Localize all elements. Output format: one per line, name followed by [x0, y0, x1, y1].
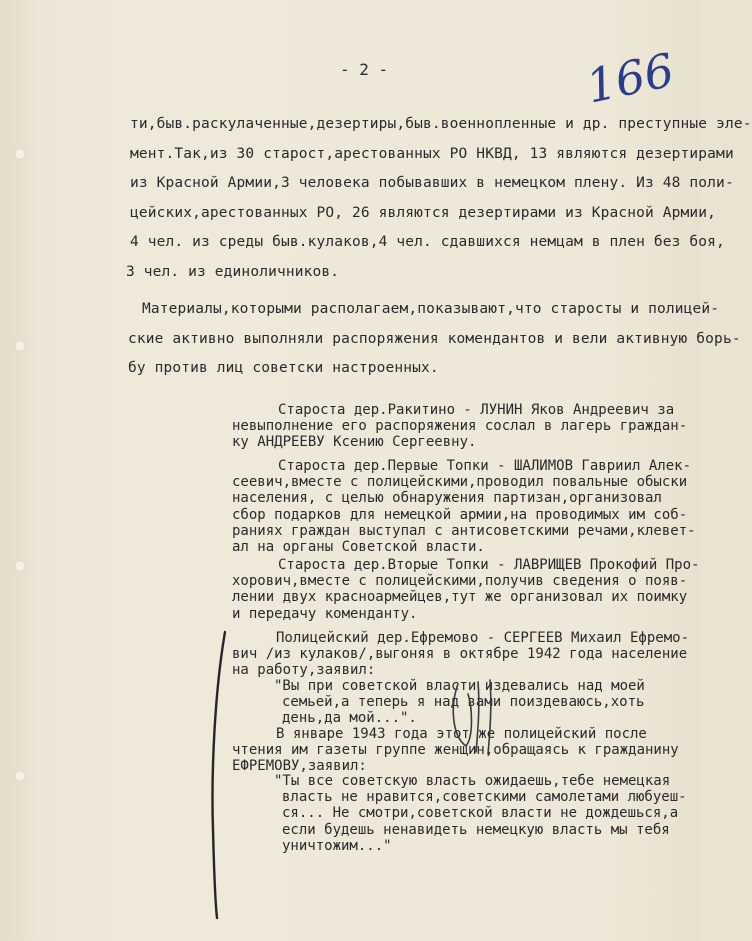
text-line: Староста дер.Ракитино - ЛУНИН Яков Андреевич за — [278, 402, 675, 418]
case-lavrishchev — [232, 557, 699, 622]
text-line: ЕФРЕМОВУ,заявил: — [232, 758, 367, 775]
punch-hole — [14, 770, 26, 782]
punch-hole — [14, 148, 26, 160]
case-sergeev-1942 — [232, 630, 689, 679]
text-line: сбор подарков для немецкой армии,на проводимых им соб- — [232, 506, 688, 523]
text-line: цейских,арестованных РО, 26 являются дезертирами из Красной Армии, — [130, 204, 717, 221]
text-line: В январе 1943 года этот же полицейский после — [276, 726, 647, 742]
text-line: из Красной Армии,3 человека побывавших в немецком плену. Из 48 поли- — [130, 175, 734, 191]
quote-line: "Ты все советскую власть ожидаешь,тебе немецкая — [274, 773, 671, 789]
text-line: лении двух красноармейцев,тут же организовал их поимку — [232, 589, 688, 606]
quote-line: уничтожим..." — [282, 837, 392, 854]
text-line: Староста дер.Первые Топки - ШАЛИМОВ Гавриил Алек- — [278, 458, 692, 474]
text-line: населения, с целью обнаружения партизан,организовал — [232, 490, 662, 507]
text-line: ку АНДРЕЕВУ Ксению Сергеевну. — [232, 434, 477, 451]
text-line: ские активно выполняли распоряжения комендантов и вели активную борь- — [128, 330, 741, 347]
text-line: ал на органы Советской власти. — [232, 539, 485, 556]
quote-line: день,да мой...". — [282, 710, 417, 727]
page-number: - 2 - — [340, 60, 389, 79]
text-line: сеевич,вместе с полицейскими,проводил повальные обыски — [232, 474, 688, 491]
text-line: невыполнение его распоряжения сослал в лагерь граждан- — [232, 418, 688, 435]
case-lunin — [232, 402, 687, 451]
punch-hole — [14, 340, 26, 352]
text-line: Староста дер.Вторые Топки - ЛАВРИЩЕВ Прокофий Про- — [278, 557, 700, 573]
quote-line: власть не нравится,советскими самолетами любуеш- — [282, 789, 687, 806]
archive-number-text: 166 — [581, 42, 679, 114]
case-shalimov — [232, 458, 696, 555]
text-line: ти,быв.раскулаченные,дезертиры,быв.военнопленные и др. преступные эле- — [130, 116, 752, 132]
margin-pen-mark — [205, 630, 229, 920]
intro-paragraph — [126, 110, 752, 287]
text-line: чтения им газеты группе женщин,обращаясь к гражданину — [232, 742, 679, 759]
text-line: вич /из кулаков/,выгоняя в октябре 1942 года население — [232, 646, 688, 663]
quote-sergeev-1943 — [274, 773, 687, 854]
text-line: 4 чел. из среды быв.кулаков,4 чел. сдавшихся немцам в плен без боя, — [130, 234, 725, 250]
text-line: 3 чел. из единоличников. — [126, 263, 340, 280]
text-line: Полицейский дер.Ефремово - СЕРГЕЕВ Михаил Ефремо- — [276, 630, 690, 646]
text-line: хорович,вместе с полицейскими,получив сведения о появ- — [232, 573, 688, 590]
text-line: бу против лиц советски настроенных. — [128, 360, 439, 376]
text-line: на работу,заявил: — [232, 662, 376, 679]
archive-number-handwritten — [581, 38, 679, 118]
quote-line: ся... Не смотри,советской власти не дождешься,а — [282, 805, 679, 822]
text-line: Материалы,которыми располагаем,показывают,что старосты и полицей- — [142, 301, 720, 317]
text-line: и передачу коменданту. — [232, 605, 418, 622]
quote-line: семьей,а теперь я над вами поиздеваюсь,хоть — [282, 694, 645, 711]
text-line: мент.Так,из 30 старост,арестованных РО НКВД, 13 являются дезертирами — [130, 145, 734, 162]
quote-line: "Вы при советской власти издевались над моей — [274, 678, 645, 694]
text-line: раниях граждан выступал с антисоветскими речами,клевет- — [232, 522, 696, 539]
second-paragraph — [128, 295, 741, 384]
handwritten-initials-icon — [444, 676, 504, 756]
punch-hole — [14, 560, 26, 572]
quote-line: если будешь ненавидеть немецкую власть мы тебя — [282, 821, 670, 838]
